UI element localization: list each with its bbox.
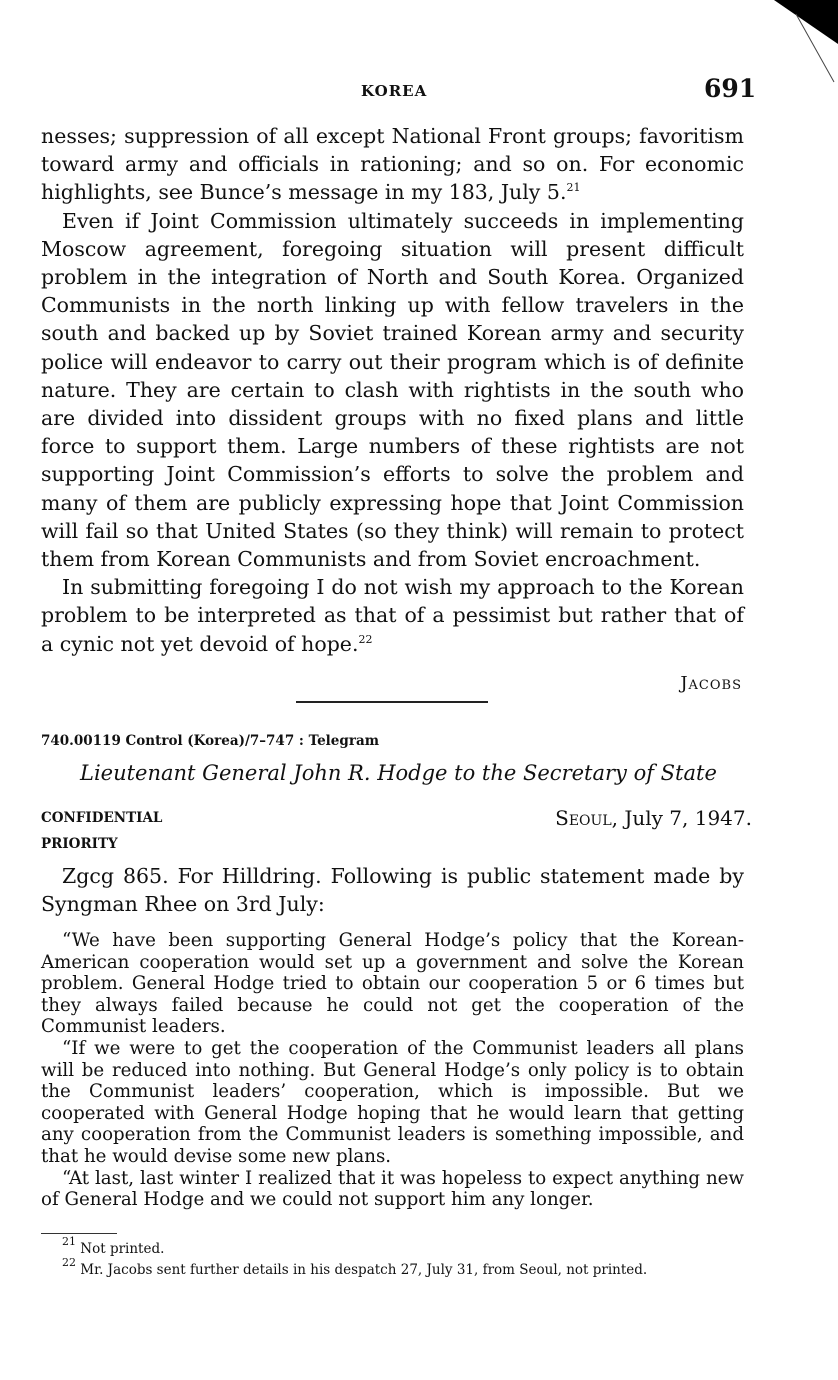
- footnote-mark: 22: [62, 1256, 76, 1269]
- quote-paragraph-1: “We have been supporting General Hodge’s policy that the Korean-American cooperation would set up a government and solve the Korean problem. General Hodge tried to obtain our cooperation 5 or 6 times but they always failed because he could not get the cooperation of the Communist leaders.: [41, 930, 744, 1038]
- paragraph-3: In submitting foregoing I do not wish my approach to the Korean problem to be interpreted as that of a pessimist but rather that of a cynic not yet devoid of hope.$^{22}$: [41, 575, 744, 656]
- document-title: Lieutenant General John R. Hodge to the Secretary of State: [80, 761, 717, 785]
- place: Seoul: [555, 806, 612, 830]
- telegram-intro: [41, 862, 744, 918]
- signature: Jacobs: [680, 673, 742, 694]
- footnote-rule: [41, 1233, 117, 1234]
- footnote-text: Mr. Jacobs sent further details in his despatch 27, July 31, from Seoul, not printed.: [80, 1262, 648, 1278]
- date: July 7, 1947.: [624, 806, 752, 830]
- paragraph-2: Even if Joint Commission ultimately succeeds in implementing Moscow agreement, foregoing situation will present difficult problem in the integration of North and South Korea. Organized Communists in the north linking up with fellow travelers in the south and backed up by Soviet trained Korean army and security police will endeavor to carry out their program which is of definite nature. They are certain to clash with rightists in the south who are divided into dissident groups with no fixed plans and little force to support them. Large numbers of these rightists are not supporting Joint Commission’s efforts to solve the problem and many of them are publicly expressing hope that Joint Commission will fail so that United States (so they think) will remain to protect them from Korean Communists and from Soviet encroachment.: [41, 208, 744, 572]
- document-reference: 740.00119 Control (Korea)/7–747 : Telegram: [41, 733, 379, 749]
- quote-paragraph-2: “If we were to get the cooperation of the Communist leaders all plans will be reduced into nothing. But General Hodge’s only policy is to obtain the Communist leaders’ cooperation, which is impossible. But we cooperated with General Hodge hoping that he would learn that getting any cooperation from the Communist leaders is something impossible, and that he would devise some new plans.: [41, 1037, 744, 1167]
- scan-corner-mark: [774, 0, 838, 90]
- footnote-mark: 21: [62, 1235, 76, 1248]
- footnote-ref-22: 22: [358, 632, 373, 646]
- footnote-ref-21: 21: [566, 181, 581, 195]
- telegram-intro-text: Zgcg 865. For Hilldring. Following is public statement made by Syngman Rhee on 3rd July:: [41, 864, 744, 917]
- running-header-title: KOREA: [361, 82, 428, 100]
- footnote-22: [41, 1256, 744, 1279]
- footnote-text: Not printed.: [80, 1241, 165, 1257]
- section-divider: [296, 701, 488, 703]
- page-number: 691: [704, 74, 757, 103]
- quoted-statement: [41, 930, 744, 1211]
- place-date: Seoul, July 7, 1947.: [555, 806, 752, 830]
- paragraph-1: nesses; suppression of all except National Front groups; favoritism toward army and officials in rationing; and so on. For economic highlights, see Bunce’s message in my 183, July 5.21: [41, 124, 744, 205]
- priority-label: PRIORITY: [41, 836, 118, 852]
- footnote-21: [41, 1235, 744, 1258]
- classification-label: CONFIDENTIAL: [41, 810, 163, 826]
- quote-paragraph-3: “At last, last winter I realized that it was hopeless to expect anything new of General Hodge and we could not support him any longer.: [41, 1167, 744, 1211]
- body-text-top: [41, 122, 744, 658]
